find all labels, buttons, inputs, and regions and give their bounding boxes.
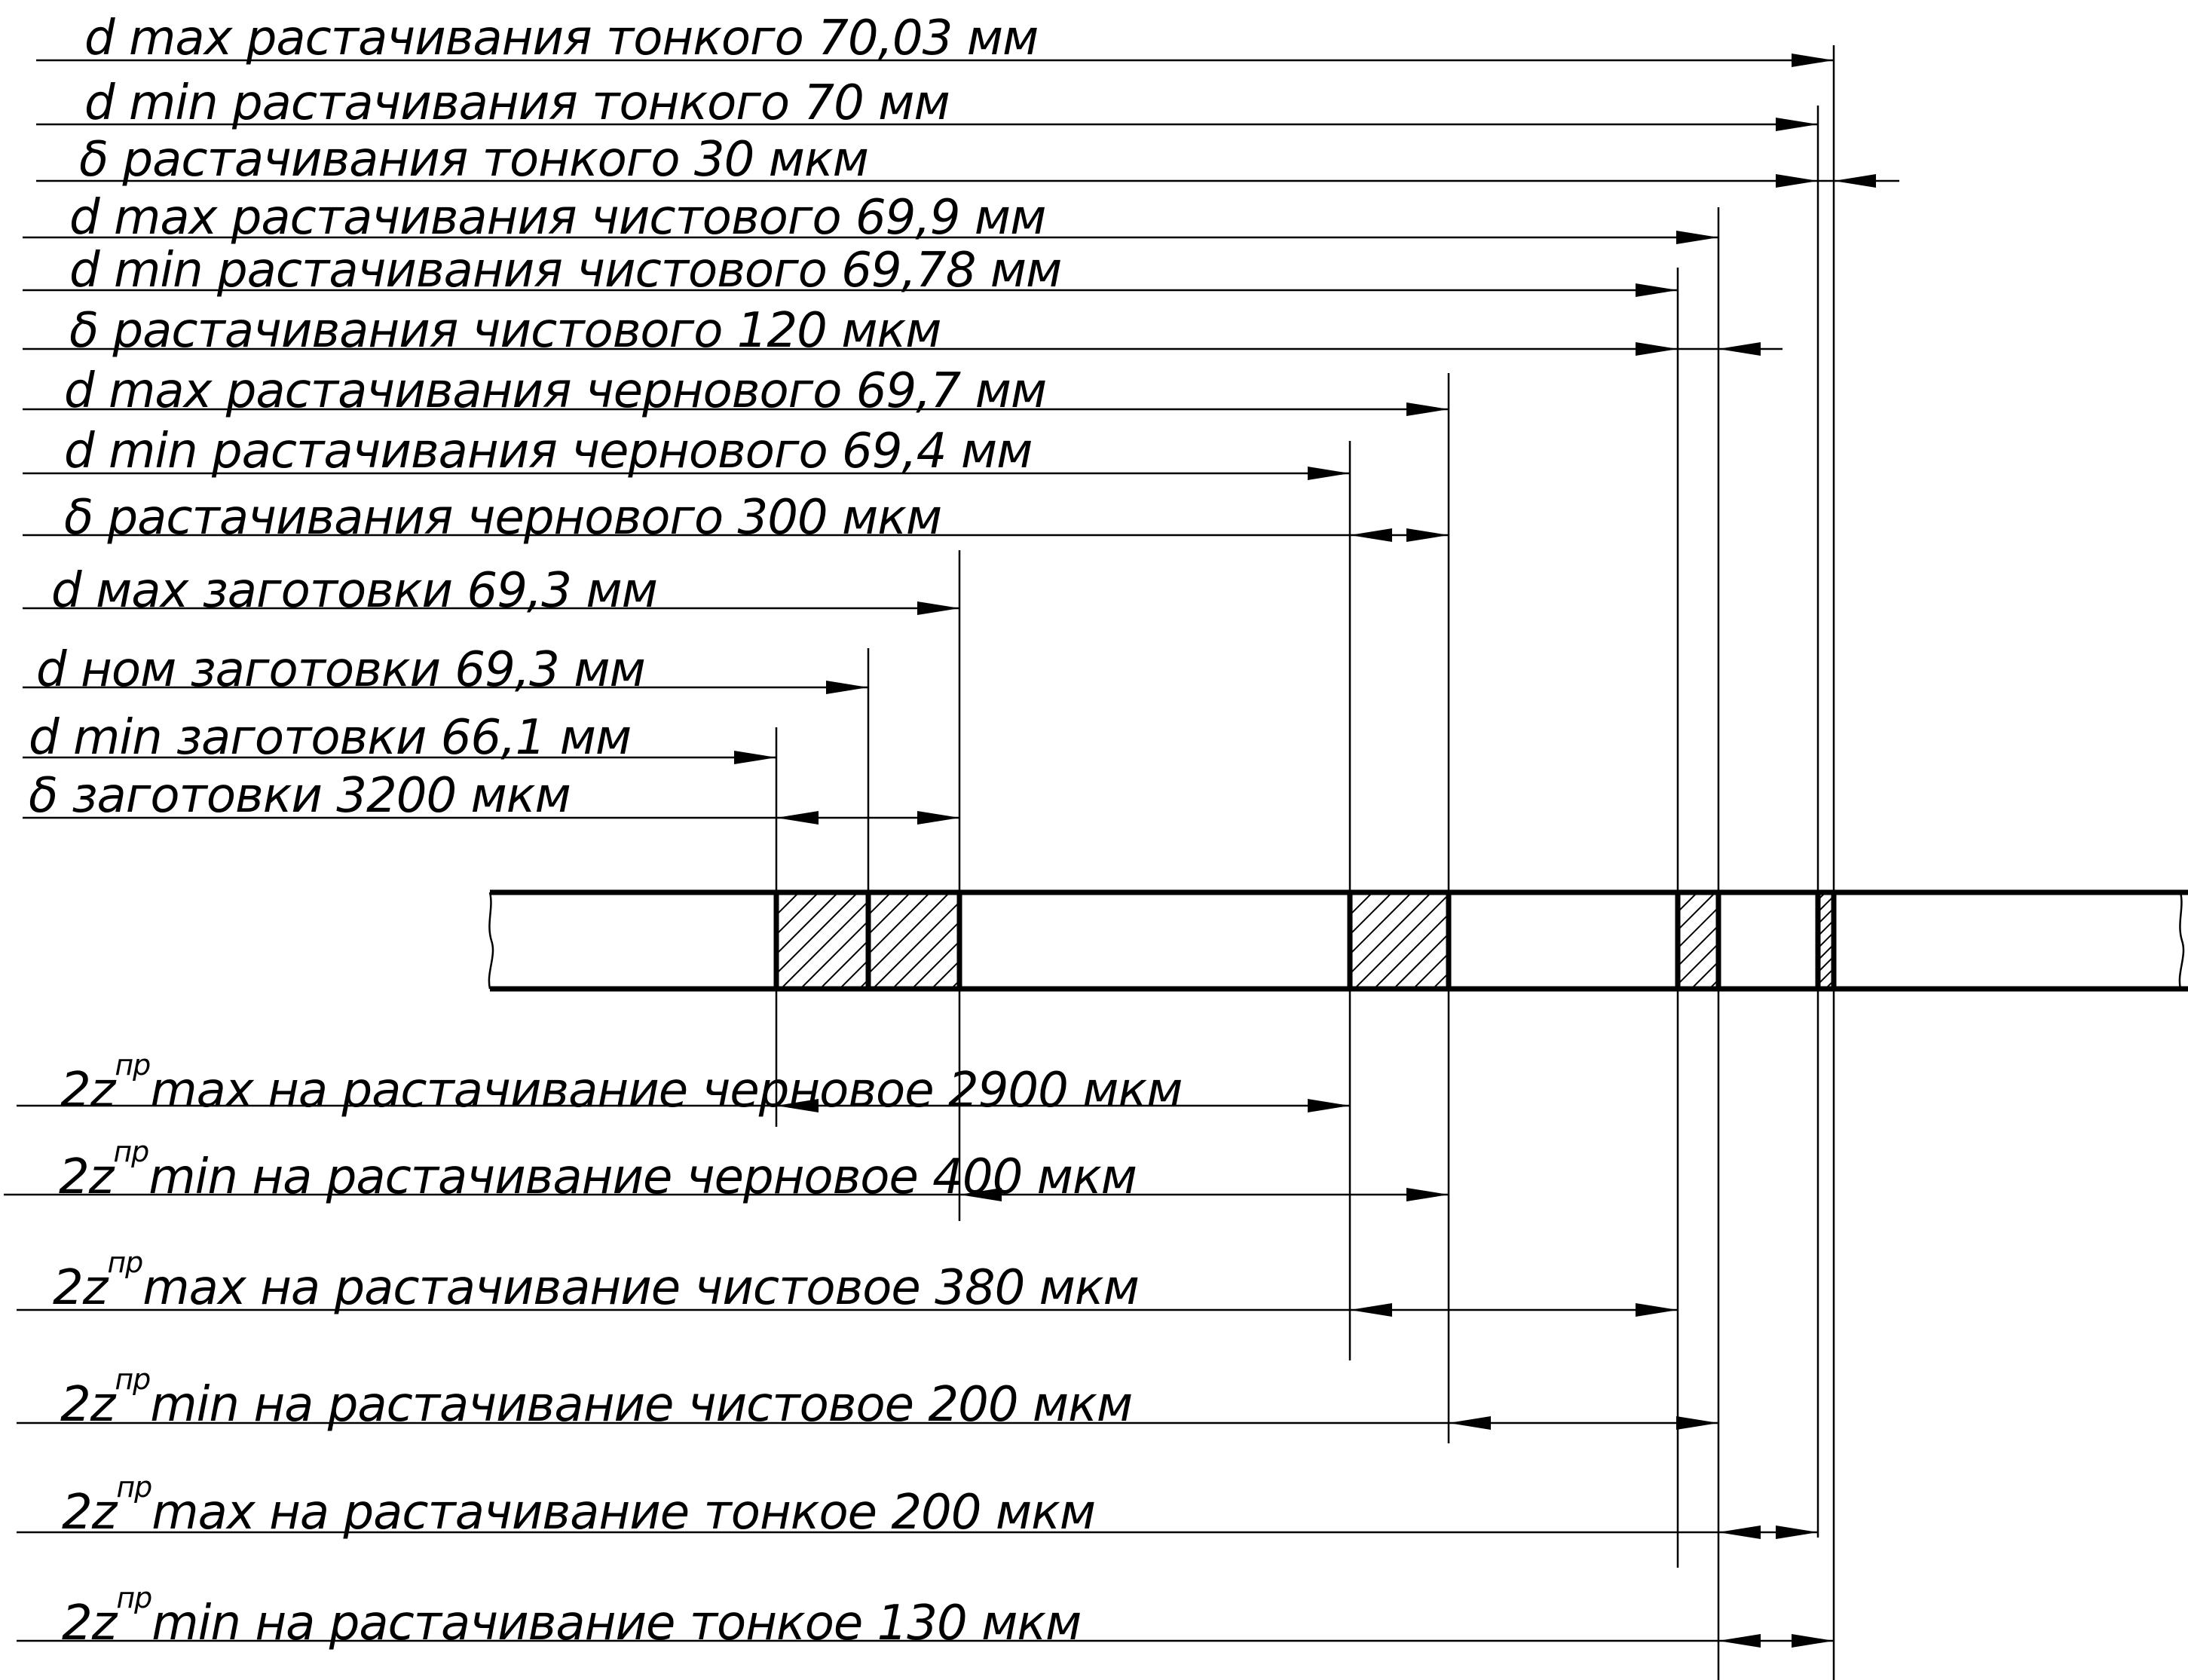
label-dmin-rough: d min растачивания чернового 69,4 мм [64,424,1033,479]
label-dmin-fine: d min растачивания тонкого 70 мм [84,75,950,131]
label-zmin-rough: $2z^{пр}\min$ на растачивание черновое 400 мкм [59,1135,1137,1205]
label-zmin-fine: $2z^{пр}\min$ на растачивание тонкое 130 мкм [62,1581,1082,1651]
hatch-finish [1565,892,1914,989]
label-dmax-rough: d max растачивания чернового 69,7 мм [64,363,1047,419]
workpiece-band [489,892,2188,989]
label-tol-blank: δ заготовки 3200 мкм [29,768,571,824]
allowance-labels [53,1048,1182,1651]
label-tol-finish: δ растачивания чистового 120 мкм [69,303,941,359]
label-dmin-blank: d min заготовки 66,1 мм [29,710,632,766]
label-zmin-finish: $2z^{пр}\min$ на растачивание чистовое 200 мкм [60,1363,1133,1433]
label-zmax-finish: $2z^{пр}\max$ на растачивание чистовое 380 мкм [53,1246,1139,1316]
label-dmax-blank: d мах заготовки 69,3 мм [51,563,657,619]
label-zmax-rough: $2z^{пр}\max$ на растачивание черновое 2900 мкм [60,1048,1183,1118]
label-tol-rough: δ растачивания чернового 300 мкм [64,490,942,546]
top-labels [29,11,1061,824]
label-zmax-fine: $2z^{пр}\max$ на растачивание тонкое 200 мкм [62,1470,1096,1541]
label-dnom-blank: d ном заготовки 69,3 мм [36,642,645,698]
label-tol-fine: δ растачивания тонкого 30 мкм [79,132,868,188]
label-dmin-finish: d min растачивания чистового 69,78 мм [69,243,1062,298]
hatch-rough [1237,892,1647,989]
label-dmax-fine: d max растачивания тонкого 70,03 мм [84,11,1039,66]
label-dmax-finish: d max растачивания чистового 69,9 мм [69,190,1046,246]
hatch-fine [1705,892,2043,989]
